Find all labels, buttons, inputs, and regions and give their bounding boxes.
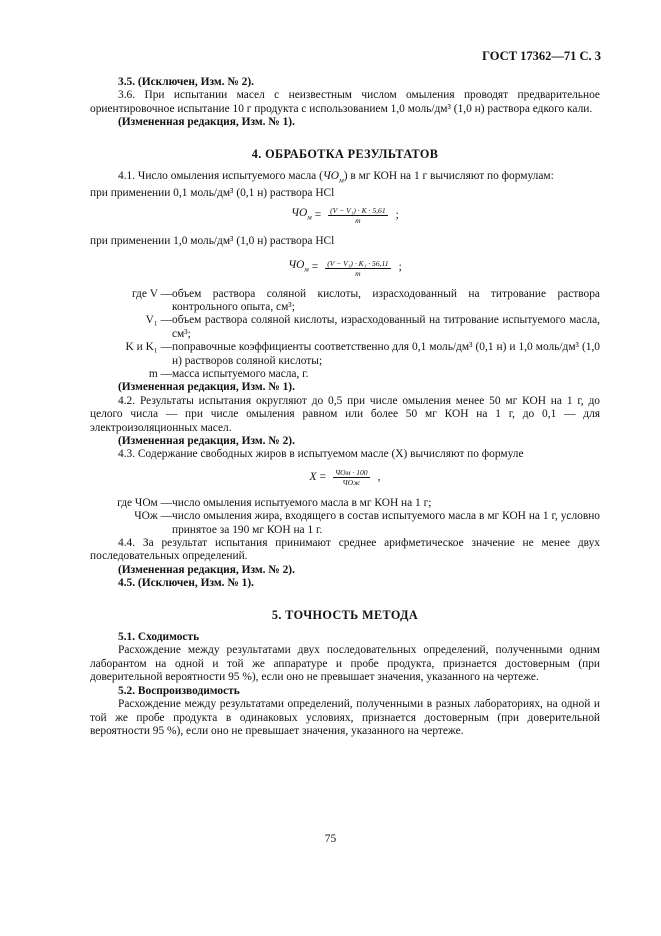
clause-5-2-title: 5.2. Воспроизводимость	[118, 684, 240, 697]
definition-body: число омыления испытуемого масла в мг КОН на 1 г;	[172, 496, 432, 509]
definition-item	[125, 341, 600, 368]
section-4-title: 4. ОБРАБОТКА РЕЗУЛЬТАТОВ	[251, 146, 439, 161]
formula-1-symbol-sub: м	[307, 213, 312, 222]
formula-1-lhs	[291, 207, 312, 225]
definition-item	[148, 367, 600, 381]
formula-2-eq: =	[311, 261, 319, 274]
formula-1-eq: =	[314, 208, 322, 221]
page-number: 75	[324, 833, 337, 845]
clause-3-5: 3.5. (Исключен, Изм. № 2).	[118, 76, 254, 88]
clause-5-1: Расхождение между результатами двух последовательных определений, полученными одним лаборантом на одной и той же аппаратуре и пробе продукта, признается достоверным (при доверительной вероятности 95 %), если оно не превышает значения, указанного на чертеже.	[90, 644, 600, 684]
section-5-title: 5. ТОЧНОСТЬ МЕТОДА	[271, 607, 419, 622]
formula-3-lhs: X	[309, 470, 317, 483]
clause-4-1	[90, 170, 600, 187]
definition-term: m —	[148, 367, 172, 380]
clause-3-6: 3.6. При испытании масел с неизвестным числом омыления проводят предварительное ориентировочное испытание 10 г продукта с использованием 1,0 моль/дм³ (1,0 н) раствора едкого кали.	[90, 89, 600, 115]
definition-term: ЧОж —	[134, 510, 172, 523]
formula-3-fraction	[333, 468, 370, 487]
definition-item	[117, 496, 600, 510]
formula-2-end: ;	[398, 261, 402, 274]
definition-body: число омыления жира, входящего в состав испытуемого масла в мг КОН на 1 г, условно принятое за 190 мг КОН на 1 г.	[172, 510, 600, 536]
formula-1-denominator: m	[355, 216, 361, 226]
formula-1-numerator: (V − V₁) · K · 5,61	[330, 206, 386, 216]
definition-item	[131, 287, 600, 315]
formula-2	[90, 259, 600, 278]
page-content	[90, 76, 600, 738]
formula-1-symbol: ЧО	[291, 206, 308, 219]
formula-3-eq: =	[319, 470, 326, 483]
clause-5-1-title: 5.1. Сходимость	[118, 631, 200, 644]
formula-2-denominator: m	[355, 268, 361, 278]
clause-4-1-text-b: ) в мг КОН на 1 г вычисляют по формулам:	[343, 170, 554, 183]
clause-4-3: 4.3. Содержание свободных жиров в испытуемом масле (X) вычисляют по формуле	[118, 448, 524, 461]
page-header: ГОСТ 17362—71 С. 3	[482, 49, 601, 63]
definition-body: объем раствора соляной кислоты, израсходованный на титрование раствора контрольного опыта, см³;	[172, 287, 600, 313]
formula-2-lhs	[288, 259, 309, 277]
definition-term: где ЧОм —	[117, 496, 172, 509]
revision-note-1: (Измененная редакция, Изм. № 1).	[118, 116, 295, 129]
definition-item	[134, 510, 600, 537]
revision-note-2: (Измененная редакция, Изм. № 1).	[118, 381, 295, 394]
definition-term: K и K₁ —	[125, 341, 172, 354]
clause-4-5: 4.5. (Исключен, Изм. № 1).	[118, 577, 254, 590]
clause-4-1-case-1: при применении 0,1 моль/дм³ (0,1 н) раствора HCl	[90, 186, 335, 199]
formula-3-numerator: ЧОм · 100	[334, 467, 368, 477]
formula-3-denominator: ЧОж	[342, 477, 361, 487]
definition-term: где V —	[131, 287, 172, 300]
clause-4-1-symbol-sub: м	[338, 175, 344, 185]
formula-3	[90, 468, 600, 487]
revision-note-3: (Измененная редакция, Изм. № 2).	[118, 435, 295, 447]
definition-body: масса испытуемого масла, г.	[172, 367, 309, 380]
formula-2-symbol-sub: м	[304, 265, 309, 274]
definitions-list-1	[90, 288, 600, 382]
clause-4-2: 4.2. Результаты испытания округляют до 0,5 при числе омыления менее 50 мг КОН на 1 г, до целого числа — при числе омыления равном или более 50 мг КОН на 1 г, до 0,1 — для электроизоляционных масел.	[90, 394, 600, 434]
definition-item	[145, 314, 600, 341]
formula-1	[90, 206, 600, 225]
formula-1-fraction	[328, 206, 388, 225]
clause-4-4: 4.4. За результат испытания принимают среднее арифметическое значение не менее двух последовательных определений.	[90, 537, 600, 563]
clause-4-1-text-a: 4.1. Число омыления испытуемого масла (	[118, 170, 323, 183]
formula-3-end: ,	[377, 470, 381, 483]
clause-4-1-case-2: при применении 1,0 моль/дм³ (1,0 н) раствора HCl	[90, 235, 335, 248]
definition-term: V₁ —	[145, 314, 172, 327]
definition-body: объем раствора соляной кислоты, израсходованный на титрование испытуемого масла, см³;	[172, 314, 600, 340]
definition-body: поправочные коэффициенты соответственно для 0,1 моль/дм³ (0,1 н) и 1,0 моль/дм³ (1,0 н) растворов соляной кислоты;	[172, 341, 600, 367]
clause-4-1-symbol: ЧО	[322, 170, 339, 183]
formula-2-numerator: (V − V₁) · K₁ · 56,11	[327, 258, 389, 268]
revision-note-4: (Измененная редакция, Изм. № 2).	[118, 563, 295, 576]
formula-2-symbol: ЧО	[288, 259, 305, 272]
clause-5-2: Расхождение между результатами определений, полученными в разных лабораториях, на одной и той же пробе продукта в одинаковых условиях, признается достоверным (при доверительной вероятности 95 %), если оно не превышает значения, указанного на чертеже.	[90, 698, 600, 737]
definitions-list-2	[90, 497, 600, 537]
formula-2-fraction	[325, 259, 390, 278]
formula-1-end: ;	[395, 208, 399, 221]
